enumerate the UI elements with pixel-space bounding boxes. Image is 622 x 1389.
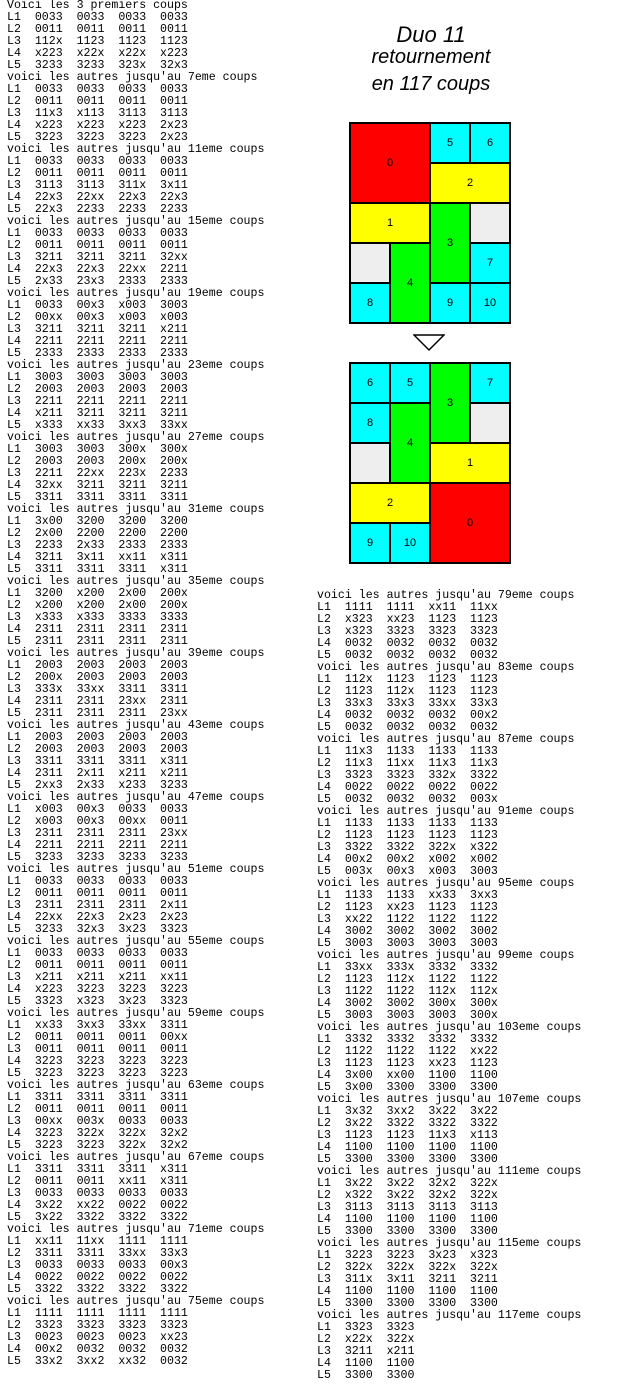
board-row: L5 3223 3223 322x 32x2 xyxy=(7,1139,188,1152)
board-row: L4 1100 1100 1100 1100 xyxy=(317,1285,498,1298)
board-row: L1 1133 1133 1133 1133 xyxy=(317,817,498,830)
board-row: L2 0011 0011 0011 0011 xyxy=(7,959,188,972)
board-row: L2 x322 3x22 32x2 322x xyxy=(317,1189,498,1202)
board-row: L4 0032 0032 0032 00x2 xyxy=(317,709,498,722)
puzzle-piece: 8 xyxy=(350,403,390,443)
puzzle-piece: 5 xyxy=(430,123,470,163)
board-row: L3 333x 33xx 3311 3311 xyxy=(7,683,188,696)
board-row: L1 0033 0033 0033 0033 xyxy=(7,875,188,888)
board-row: L4 00x2 00x2 x002 x002 xyxy=(317,853,498,866)
board-row: L4 0022 0022 0022 0022 xyxy=(317,781,498,794)
empty-cell xyxy=(350,243,390,283)
puzzle-piece: 2 xyxy=(350,483,430,523)
board-row: L1 0033 0033 0033 0033 xyxy=(7,155,188,168)
board-row: L3 1122 1122 112x 112x xyxy=(317,985,498,998)
board-row: L1 3223 3223 3x23 x323 xyxy=(317,1249,498,1262)
puzzle-piece: 7 xyxy=(470,243,510,283)
board-row: L1 3003 3003 300x 300x xyxy=(7,443,188,456)
puzzle-piece: 4 xyxy=(390,243,430,323)
board-row: L3 112x 1123 1123 1123 xyxy=(7,35,188,48)
board-row: L5 22x3 2233 2233 2233 xyxy=(7,203,188,216)
board-row: L1 0033 0033 0033 0033 xyxy=(7,83,188,96)
move-block-header: voici les autres jusqu'au 55eme coups xyxy=(7,935,265,948)
board-row: L2 0011 0011 0011 0011 xyxy=(7,887,188,900)
board-row: L3 1123 1123 11x3 x113 xyxy=(317,1129,498,1142)
board-row: L2 200x 2003 2003 2003 xyxy=(7,671,188,684)
puzzle-piece: 0 xyxy=(430,483,510,563)
board-row: L4 32xx 3211 3211 3211 xyxy=(7,479,188,492)
puzzle-piece: 6 xyxy=(350,363,390,403)
move-block-header: voici les autres jusqu'au 39eme coups xyxy=(7,647,265,660)
puzzle-piece: 1 xyxy=(430,443,510,483)
board-row: L2 3311 3311 33xx 33x3 xyxy=(7,1247,188,1260)
move-block xyxy=(317,590,581,662)
board-row: L5 3322 3322 3322 3322 xyxy=(7,1283,188,1296)
board-row: L4 3211 3x11 xx11 x311 xyxy=(7,551,188,564)
board-row: L5 3223 3223 3223 2x23 xyxy=(7,131,188,144)
puzzle-piece: 7 xyxy=(470,363,510,403)
board-row: L1 3003 3003 3003 3003 xyxy=(7,371,188,384)
board-row: L4 3002 3002 300x 300x xyxy=(317,997,498,1010)
board-row: L5 3311 3311 3311 3311 xyxy=(7,491,188,504)
board-row: L2 1122 1122 1122 xx22 xyxy=(317,1045,498,1058)
board-row: L5 3223 3223 3223 3223 xyxy=(7,1067,188,1080)
move-block xyxy=(317,950,581,1022)
board-row: L4 2311 2311 23xx 2311 xyxy=(7,695,188,708)
board-row: L1 112x 1123 1123 1123 xyxy=(317,673,498,686)
board-row: L4 x211 3211 3211 3211 xyxy=(7,407,188,420)
board-row: L1 3x32 3xx2 3x22 3x22 xyxy=(317,1105,498,1118)
board-row: L2 322x 322x 322x 322x xyxy=(317,1261,498,1274)
board-row: L5 3x00 3300 3300 3300 xyxy=(317,1081,498,1094)
board-row: L5 003x 00x3 x003 3003 xyxy=(317,865,498,878)
board-row: L3 x211 x211 x211 xx11 xyxy=(7,971,188,984)
move-block xyxy=(7,576,264,648)
board-row: L2 1123 112x 1123 1123 xyxy=(317,685,498,698)
puzzle-piece: 0 xyxy=(350,123,430,203)
board-row: L2 0011 0011 0011 00xx xyxy=(7,1031,188,1044)
move-block-header: voici les autres jusqu'au 95eme coups xyxy=(317,877,575,890)
board-row: L4 00x2 0032 0032 0032 xyxy=(7,1343,188,1356)
puzzle-piece: 1 xyxy=(350,203,430,243)
move-block-header: voici les autres jusqu'au 103eme coups xyxy=(317,1021,582,1034)
board-row: L5 3311 3311 3311 x311 xyxy=(7,563,188,576)
board-row: L4 x223 3223 3223 3223 xyxy=(7,983,188,996)
board-row: L3 3311 3311 3311 x311 xyxy=(7,755,188,768)
move-block-header: voici les autres jusqu'au 23eme coups xyxy=(7,359,265,372)
board-row: L3 33x3 33x3 33xx 33x3 xyxy=(317,697,498,710)
board-row: L2 x22x 322x xyxy=(317,1333,415,1346)
board-row: L2 1123 1123 1123 1123 xyxy=(317,829,498,842)
board-row: L4 2311 2311 2311 2311 xyxy=(7,623,188,636)
move-block xyxy=(7,72,264,144)
board-row: L5 0032 0032 0032 003x xyxy=(317,793,498,806)
empty-cell xyxy=(350,443,390,483)
board-row: L2 0011 0011 0011 0011 xyxy=(7,1103,188,1116)
board-row: L3 3211 3211 3211 x211 xyxy=(7,323,188,336)
board-row: L3 00xx 003x 0033 0033 xyxy=(7,1115,188,1128)
board-row: L3 2311 2311 2311 2x11 xyxy=(7,899,188,912)
board-row: L5 33x2 3xx2 xx32 0032 xyxy=(7,1355,188,1368)
board-row: L4 3223 322x 322x 32x2 xyxy=(7,1127,188,1140)
move-block xyxy=(317,878,581,950)
down-triangle-icon xyxy=(413,334,445,352)
puzzle-piece: 3 xyxy=(430,363,470,443)
empty-cell xyxy=(470,203,510,243)
board-row: L5 2xx3 2x33 x233 3233 xyxy=(7,779,188,792)
puzzle-piece: 2 xyxy=(430,163,510,203)
board-row: L3 2211 2211 2211 2211 xyxy=(7,395,188,408)
board-row: L1 3x22 3x22 32x2 322x xyxy=(317,1177,498,1190)
board-row: L1 2003 2003 2003 2003 xyxy=(7,731,188,744)
move-block-header: voici les autres jusqu'au 27eme coups xyxy=(7,431,265,444)
move-block-header: voici les autres jusqu'au 43eme coups xyxy=(7,719,265,732)
board-row: L2 x200 x200 2x00 200x xyxy=(7,599,188,612)
board-row: L2 2003 2003 2003 2003 xyxy=(7,383,188,396)
move-block xyxy=(7,360,264,432)
board-start-position xyxy=(349,122,511,324)
board-row: L1 0033 0033 0033 0033 xyxy=(7,947,188,960)
board-row: L3 2311 2311 2311 23xx xyxy=(7,827,188,840)
board-end-position xyxy=(349,362,511,564)
move-block-header: Voici les 3 premiers coups xyxy=(7,0,188,12)
board-row: L3 x333 x333 3333 3333 xyxy=(7,611,188,624)
board-row: L1 3311 3311 3311 x311 xyxy=(7,1163,188,1176)
board-row: L2 3323 3323 3323 3323 xyxy=(7,1319,188,1332)
puzzle-piece: 6 xyxy=(470,123,510,163)
board-row: L2 0011 0011 0011 0011 xyxy=(7,239,188,252)
board-row: L3 311x 3x11 3211 3211 xyxy=(317,1273,498,1286)
board-row: L2 3x22 3322 3322 3322 xyxy=(317,1117,498,1130)
board-row: L5 x333 xx33 3xx3 33xx xyxy=(7,419,188,432)
board-row: L5 2311 2311 2311 23xx xyxy=(7,707,188,720)
board-row: L4 1100 1100 1100 1100 xyxy=(317,1213,498,1226)
board-row: L3 3211 3211 3211 32xx xyxy=(7,251,188,264)
move-block xyxy=(317,1238,581,1310)
board-row: L2 x323 xx23 1123 1123 xyxy=(317,613,498,626)
board-row: L2 2x00 2200 2200 2200 xyxy=(7,527,188,540)
empty-cell xyxy=(470,403,510,443)
board-row: L3 11x3 x113 3113 3113 xyxy=(7,107,188,120)
board-row: L5 3233 3233 323x 32x3 xyxy=(7,59,188,72)
move-block-header: voici les autres jusqu'au 71eme coups xyxy=(7,1223,265,1236)
move-block xyxy=(7,1080,264,1152)
board-row: L5 3003 3003 3003 3003 xyxy=(317,937,498,950)
board-row: L3 x323 3323 3323 3323 xyxy=(317,625,498,638)
board-row: L1 0033 0033 0033 0033 xyxy=(7,227,188,240)
board-row: L1 x003 00x3 0033 0033 xyxy=(7,803,188,816)
moves-column-left xyxy=(7,0,264,1368)
move-block-header: voici les autres jusqu'au 47eme coups xyxy=(7,791,265,804)
move-block-header: voici les autres jusqu'au 59eme coups xyxy=(7,1007,265,1020)
board-row: L4 0022 0022 0022 0022 xyxy=(7,1271,188,1284)
board-row: L5 3300 3300 xyxy=(317,1369,415,1382)
board-row: L3 0033 0033 0033 00x3 xyxy=(7,1259,188,1272)
board-row: L5 3300 3300 3300 3300 xyxy=(317,1225,498,1238)
move-block xyxy=(317,1094,581,1166)
move-block xyxy=(7,936,264,1008)
board-row: L4 x223 x22x x22x x223 xyxy=(7,47,188,60)
puzzle-title: Duo 11 xyxy=(396,22,466,47)
move-block-header: voici les autres jusqu'au 51eme coups xyxy=(7,863,265,876)
board-row: L5 3233 3233 3233 3233 xyxy=(7,851,188,864)
move-block xyxy=(7,432,264,504)
board-row: L3 2233 2x33 2333 2333 xyxy=(7,539,188,552)
board-row: L1 0033 00x3 x003 3003 xyxy=(7,299,188,312)
board-row: L1 11x3 1133 1133 1133 xyxy=(317,745,498,758)
board-row: L1 3200 x200 2x00 200x xyxy=(7,587,188,600)
move-block xyxy=(317,806,581,878)
board-row: L4 3x00 xx00 1100 1100 xyxy=(317,1069,498,1082)
move-block-header: voici les autres jusqu'au 115eme coups xyxy=(317,1237,582,1250)
move-block-header: voici les autres jusqu'au 75eme coups xyxy=(7,1295,265,1308)
board-row: L5 2311 2311 2311 2311 xyxy=(7,635,188,648)
board-row: L1 1111 1111 1111 1111 xyxy=(7,1307,188,1320)
board-row: L5 3300 3300 3300 3300 xyxy=(317,1297,498,1310)
puzzle-piece: 4 xyxy=(390,403,430,483)
board-row: L2 11x3 11xx 11x3 11x3 xyxy=(317,757,498,770)
board-row: L4 0032 0032 0032 0032 xyxy=(317,637,498,650)
board-row: L5 2x33 23x3 2333 2333 xyxy=(7,275,188,288)
puzzle-piece: 9 xyxy=(350,523,390,563)
moves-column-right xyxy=(317,590,581,1382)
board-row: L1 0033 0033 0033 0033 xyxy=(7,11,188,24)
board-row: L5 3323 x323 3x23 3323 xyxy=(7,995,188,1008)
move-block xyxy=(7,1008,264,1080)
move-block-header: voici les autres jusqu'au 91eme coups xyxy=(317,805,575,818)
move-block-header: voici les autres jusqu'au 111eme coups xyxy=(317,1165,582,1178)
move-block-header: voici les autres jusqu'au 63eme coups xyxy=(7,1079,265,1092)
board-row: L3 0011 0011 0011 0011 xyxy=(7,1043,188,1056)
board-row: L3 3322 3322 322x x322 xyxy=(317,841,498,854)
move-block xyxy=(7,0,264,72)
move-block-header: voici les autres jusqu'au 15eme coups xyxy=(7,215,265,228)
board-row: L4 3x22 xx22 0022 0022 xyxy=(7,1199,188,1212)
puzzle-piece: 3 xyxy=(430,203,470,283)
board-row: L3 1123 1123 xx23 1123 xyxy=(317,1057,498,1070)
move-block xyxy=(7,720,264,792)
move-block xyxy=(7,792,264,864)
board-row: L3 3113 3113 311x 3x11 xyxy=(7,179,188,192)
board-row: L2 0011 0011 0011 0011 xyxy=(7,167,188,180)
move-block xyxy=(7,144,264,216)
move-block-header: voici les autres jusqu'au 11eme coups xyxy=(7,143,265,156)
move-block xyxy=(7,1296,264,1368)
board-row: L1 xx11 11xx 1111 1111 xyxy=(7,1235,188,1248)
board-row: L4 22x3 22x3 22xx 2211 xyxy=(7,263,188,276)
board-row: L4 3223 3223 3223 3223 xyxy=(7,1055,188,1068)
puzzle-piece: 10 xyxy=(390,523,430,563)
puzzle-piece: 10 xyxy=(470,283,510,323)
move-block xyxy=(317,1310,581,1382)
board-row: L1 1111 1111 xx11 11xx xyxy=(317,601,498,614)
board-row: L5 2333 2333 2333 2333 xyxy=(7,347,188,360)
move-block-header: voici les autres jusqu'au 19eme coups xyxy=(7,287,265,300)
move-block xyxy=(7,216,264,288)
board-row: L4 3002 3002 3002 3002 xyxy=(317,925,498,938)
board-row: L2 x003 00x3 00xx 0011 xyxy=(7,815,188,828)
board-row: L4 2311 2x11 x211 x211 xyxy=(7,767,188,780)
board-row: L2 2003 2003 200x 200x xyxy=(7,455,188,468)
move-block-header: voici les autres jusqu'au 67eme coups xyxy=(7,1151,265,1164)
move-block xyxy=(317,1166,581,1238)
puzzle-piece: 8 xyxy=(350,283,390,323)
move-block xyxy=(7,288,264,360)
board-row: L4 2211 2211 2211 2211 xyxy=(7,839,188,852)
board-row: L5 3300 3300 3300 3300 xyxy=(317,1153,498,1166)
board-row: L5 3x22 3322 3322 3322 xyxy=(7,1211,188,1224)
board-row: L3 0023 0023 0023 xx23 xyxy=(7,1331,188,1344)
board-row: L3 3323 3323 332x 3322 xyxy=(317,769,498,782)
move-block xyxy=(7,648,264,720)
board-row: L1 3311 3311 3311 3311 xyxy=(7,1091,188,1104)
board-row: L1 3332 3332 3332 3332 xyxy=(317,1033,498,1046)
board-row: L2 1123 xx23 1123 1123 xyxy=(317,901,498,914)
board-row: L5 0032 0032 0032 0032 xyxy=(317,649,498,662)
board-row: L4 1100 1100 xyxy=(317,1357,415,1370)
board-row: L1 xx33 3xx3 33xx 3311 xyxy=(7,1019,188,1032)
puzzle-move-count: en 117 coups xyxy=(371,73,491,95)
board-row: L3 3113 3113 3113 3113 xyxy=(317,1201,498,1214)
move-block-header: voici les autres jusqu'au 79eme coups xyxy=(317,589,575,602)
move-block-header: voici les autres jusqu'au 117eme coups xyxy=(317,1309,582,1322)
board-row: L5 0032 0032 0032 0032 xyxy=(317,721,498,734)
board-row: L2 0011 0011 0011 0011 xyxy=(7,23,188,36)
board-row: L3 3211 x211 xyxy=(317,1345,415,1358)
board-row: L4 22xx 22x3 2x23 2x23 xyxy=(7,911,188,924)
move-block xyxy=(7,864,264,936)
move-block xyxy=(7,504,264,576)
puzzle-subtitle: retournement xyxy=(371,46,491,68)
board-row: L1 2003 2003 2003 2003 xyxy=(7,659,188,672)
board-row: L4 1100 1100 1100 1100 xyxy=(317,1141,498,1154)
puzzle-piece: 5 xyxy=(390,363,430,403)
board-row: L2 2003 2003 2003 2003 xyxy=(7,743,188,756)
board-row: L1 3323 3323 xyxy=(317,1321,415,1334)
move-block-header: voici les autres jusqu'au 107eme coups xyxy=(317,1093,582,1106)
puzzle-piece: 9 xyxy=(430,283,470,323)
board-row: L2 1123 112x 1122 1122 xyxy=(317,973,498,986)
move-block-header: voici les autres jusqu'au 87eme coups xyxy=(317,733,575,746)
board-row: L3 2211 22xx 223x 2233 xyxy=(7,467,188,480)
move-block xyxy=(317,1022,581,1094)
move-block-header: voici les autres jusqu'au 35eme coups xyxy=(7,575,265,588)
move-block xyxy=(317,734,581,806)
move-block-header: voici les autres jusqu'au 31eme coups xyxy=(7,503,265,516)
move-block xyxy=(7,1224,264,1296)
move-block xyxy=(7,1152,264,1224)
move-block-header: voici les autres jusqu'au 83eme coups xyxy=(317,661,575,674)
board-row: L2 0011 0011 xx11 x311 xyxy=(7,1175,188,1188)
board-row: L3 xx22 1122 1122 1122 xyxy=(317,913,498,926)
move-block-header: voici les autres jusqu'au 7eme coups xyxy=(7,71,258,84)
board-row: L3 0033 0033 0033 0033 xyxy=(7,1187,188,1200)
move-block-header: voici les autres jusqu'au 99eme coups xyxy=(317,949,575,962)
board-row: L5 3233 32x3 3x23 3323 xyxy=(7,923,188,936)
move-block xyxy=(317,662,581,734)
board-row: L4 2211 2211 2211 2211 xyxy=(7,335,188,348)
board-row: L1 1133 1133 xx33 3xx3 xyxy=(317,889,498,902)
board-row: L1 33xx 333x 3332 3332 xyxy=(317,961,498,974)
board-row: L1 3x00 3200 3200 3200 xyxy=(7,515,188,528)
board-row: L4 22x3 22xx 22x3 22x3 xyxy=(7,191,188,204)
board-row: L5 3003 3003 3003 300x xyxy=(317,1009,498,1022)
board-row: L4 x223 x223 x223 2x23 xyxy=(7,119,188,132)
board-row: L2 00xx 00x3 x003 x003 xyxy=(7,311,188,324)
board-row: L2 0011 0011 0011 0011 xyxy=(7,95,188,108)
